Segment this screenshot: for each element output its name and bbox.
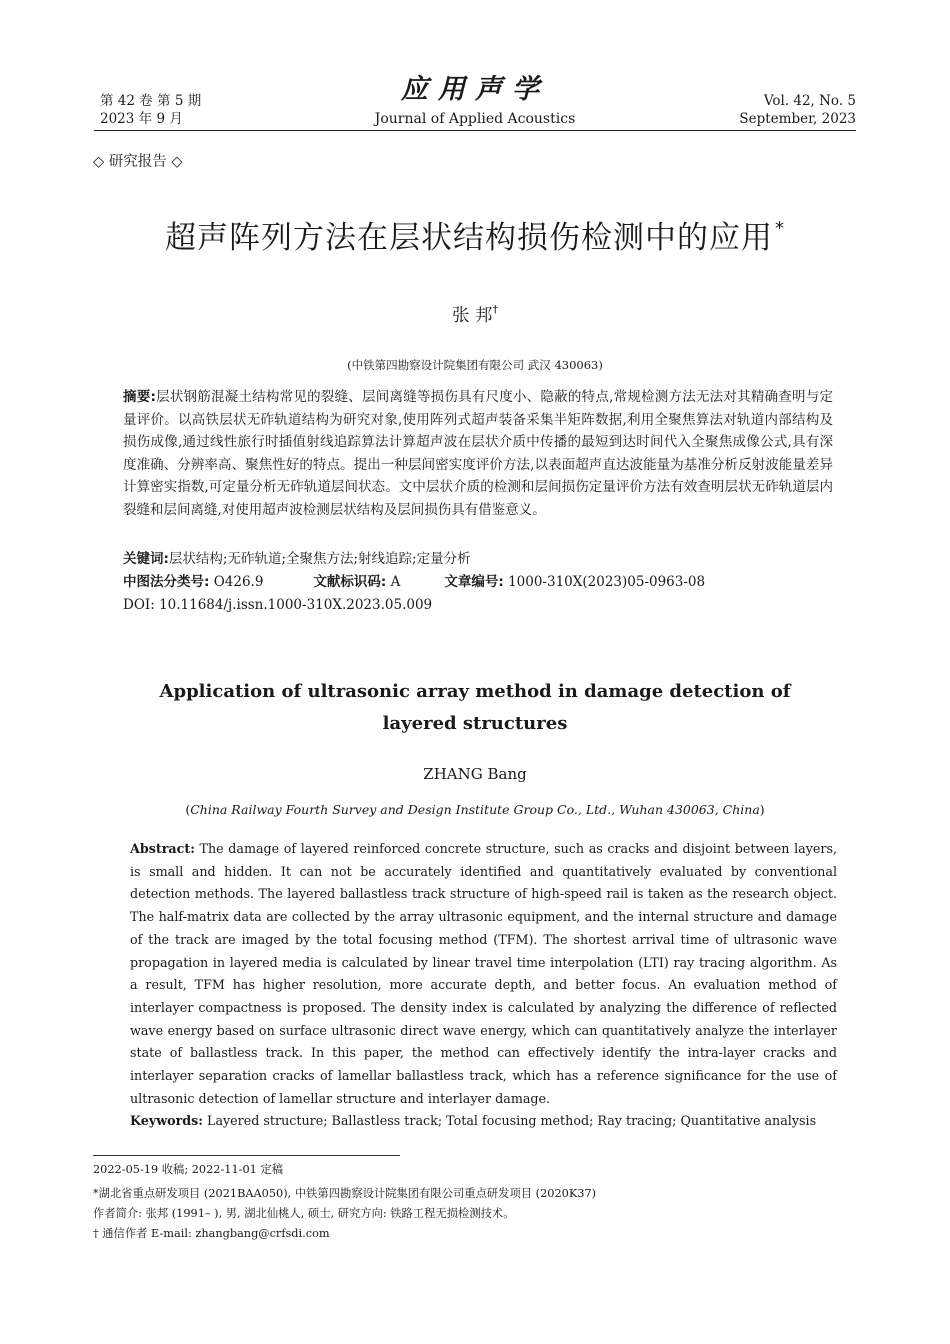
author-cn bbox=[0, 302, 950, 327]
classification-line bbox=[123, 571, 843, 593]
keywords-cn-label: 关键词: bbox=[123, 551, 169, 567]
title-cn-text: 超声阵列方法在层状结构损伤检测中的应用 bbox=[165, 220, 773, 256]
clc-label: 中图法分类号: bbox=[123, 574, 210, 590]
keywords-en-text: Layered structure; Ballastless track; Total focusing method; Ray tracing; Quantitative analysis bbox=[207, 1113, 817, 1128]
abstract-cn bbox=[123, 386, 833, 521]
header-volume-cn: 第 42 卷 第 5 期 bbox=[100, 93, 202, 109]
keywords-cn bbox=[123, 548, 843, 570]
header-date-en: September, 2023 bbox=[739, 111, 856, 127]
author-cn-mark: † bbox=[492, 303, 499, 316]
header-issue-en bbox=[739, 92, 856, 128]
author-cn-name: 张 邦 bbox=[451, 306, 493, 326]
affiliation-en-text: China Railway Fourth Survey and Design Institute Group Co., Ltd., Wuhan 430063, China bbox=[190, 802, 760, 817]
article-no-value: 1000-310X(2023)05-0963-08 bbox=[508, 574, 706, 590]
abstract-en-text: The damage of layered reinforced concrete structure, such as cracks and disjoint between layers, is small and hidden. It can not be accurately identified and quantitatively evaluated by conventional detection methods. The layered ballastless track structure of high-speed rail is taken as the research object. The half-matrix data are collected by the array ultrasonic equipment, and the internal structure and damage of the track are imaged by the total focusing method (TFM). The shortest arrival time of ultrasonic wave propagation in layered media is calculated by linear travel time interpolation (LTI) ray tracing algorithm. As a result, TFM has higher resolution, more accurate depth, and better focus. An evaluation method of interlayer compactness is proposed. The density index is calculated by analyzing the difference of reflected wave energy based on surface ultrasonic direct wave energy, which can quantitatively analyze the interlayer state of ballastless track. In this paper, the method can effectively identify the intra-layer cracks and interlayer separation cracks of lamellar ballastless track, which has a reference significance for the use of ultrasonic detection of lamellar structure and interlayer damage. bbox=[130, 841, 837, 1106]
affiliation-en: (China Railway Fourth Survey and Design Institute Group Co., Ltd., Wuhan 430063, China) bbox=[185, 802, 765, 817]
column-label: ◇ 研究报告 ◇ bbox=[93, 154, 183, 170]
footnote-received: 2022-05-19 收稿; 2022-11-01 定稿 bbox=[93, 1163, 284, 1176]
title-en-line1: Application of ultrasonic array method in damage detection of bbox=[159, 681, 791, 702]
affiliation-cn: (中铁第四勘察设计院集团有限公司 武汉 430063) bbox=[347, 358, 603, 372]
doc-code-label: 文献标识码: bbox=[313, 574, 387, 590]
abstract-en bbox=[130, 838, 837, 1110]
footnote-fund: *湖北省重点研发项目 (2021BAA050), 中铁第四勘察设计院集团有限公司重点研发项目 (2020K37) bbox=[93, 1187, 597, 1200]
header-date-cn: 2023 年 9 月 bbox=[100, 111, 183, 127]
article-no-label: 文章编号: bbox=[444, 574, 504, 590]
title-cn bbox=[0, 212, 950, 257]
header-rule bbox=[94, 130, 856, 131]
title-en bbox=[0, 676, 950, 740]
clc-value: O426.9 bbox=[213, 574, 264, 590]
footnote-corresponding: † 通信作者 E-mail: zhangbang@crfsdi.com bbox=[93, 1227, 330, 1240]
footnote-rule bbox=[93, 1155, 400, 1156]
header-volume-en: Vol. 42, No. 5 bbox=[763, 93, 856, 109]
abstract-en-label: Abstract: bbox=[130, 841, 195, 856]
keywords-en-label: Keywords: bbox=[130, 1113, 203, 1128]
title-en-line2: layered structures bbox=[382, 713, 568, 734]
doc-code-value: A bbox=[390, 574, 401, 590]
footnotes bbox=[93, 1160, 853, 1244]
title-fund-mark: * bbox=[775, 218, 785, 239]
journal-name-en: Journal of Applied Acoustics bbox=[374, 111, 576, 127]
footnote-author-bio: 作者简介: 张邦 (1991– ), 男, 湖北仙桃人, 硕士, 研究方向: 铁路工程无损检测技术。 bbox=[93, 1207, 515, 1220]
author-en: ZHANG Bang bbox=[423, 765, 527, 783]
abstract-cn-text: 层状钢筋混凝土结构常见的裂缝、层间离缝等损伤具有尺度小、隐蔽的特点,常规检测方法无法对其精确查明与定量评价。以高铁层状无砟轨道结构为研究对象,使用阵列式超声装备采集半矩阵数据,利用全聚焦算法对轨道内部结构及损伤成像,通过线性旅行时插值射线追踪算法计算超声波在层状介质中传播的最短到达时间代入全聚焦成像公式,具有深度准确、分辨率高、聚焦性好的特点。提出一种层间密实度评价方法,以表面超声直达波能量为基准分析反射波能量差异计算密实指数,可定量分析无砟轨道层间状态。文中层状介质的检测和层间损伤定量评价方法有效查明层状无砟轨道层内裂缝和层间离缝,对使用超声波检测层状结构及层间损伤具有借鉴意义。 bbox=[123, 389, 833, 518]
abstract-cn-label: 摘要: bbox=[123, 389, 156, 405]
keywords-en bbox=[130, 1110, 850, 1132]
keywords-cn-text: 层状结构;无砟轨道;全聚焦方法;射线追踪;定量分析 bbox=[168, 551, 471, 567]
journal-logo: 应用声学 bbox=[401, 74, 549, 105]
doi: DOI: 10.11684/j.issn.1000-310X.2023.05.009 bbox=[123, 597, 433, 613]
